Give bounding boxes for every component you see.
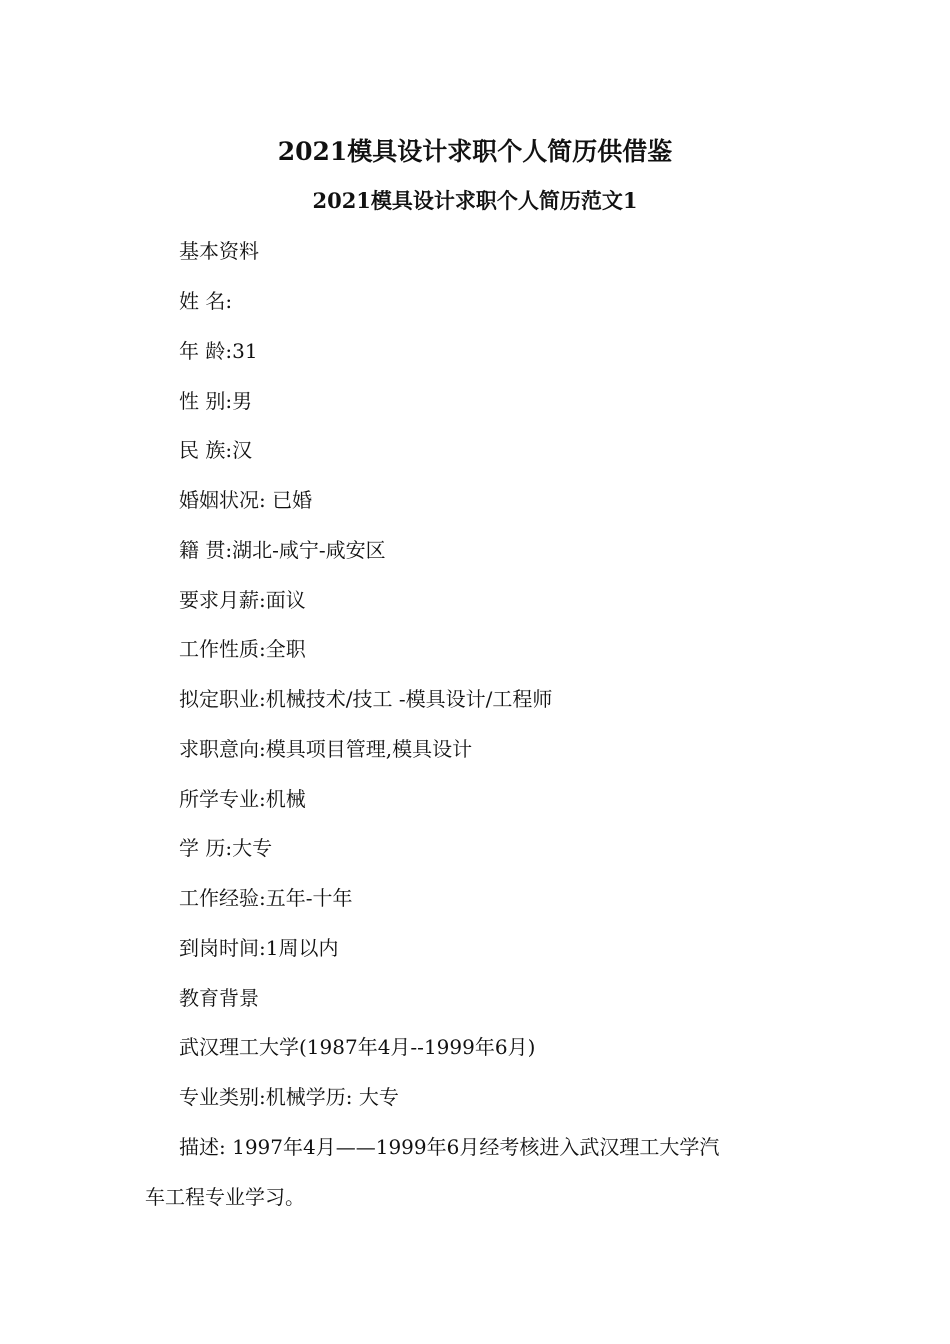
field-gender: 性 别:男 [179, 389, 253, 413]
field-education-level: 学 历:大专 [179, 836, 273, 860]
field-target-position: 拟定职业:机械技术/技工 -模具设计/工程师 [179, 687, 553, 711]
education-description-line1: 描述: 1997年4月——1999年6月经考核进入武汉理工大学汽 [179, 1135, 720, 1159]
field-age: 年 龄:31 [179, 339, 258, 363]
field-job-type: 工作性质:全职 [179, 637, 306, 661]
education-school: 武汉理工大学(1987年4月--1999年6月) [179, 1035, 536, 1059]
field-availability: 到岗时间:1周以内 [179, 936, 339, 960]
section-heading-basic-info: 基本资料 [179, 239, 259, 263]
field-marital-status: 婚姻状况: 已婚 [179, 488, 313, 512]
education-description-line2: 车工程专业学习。 [145, 1185, 305, 1209]
field-expected-salary: 要求月薪:面议 [179, 588, 306, 612]
document-title: 2021模具设计求职个人简历供借鉴 [277, 137, 673, 166]
section-heading-education: 教育背景 [179, 986, 259, 1010]
field-ethnicity: 民 族:汉 [179, 438, 253, 462]
education-description [145, 1132, 805, 1212]
field-major: 所学专业:机械 [179, 787, 306, 811]
field-work-experience: 工作经验:五年-十年 [179, 886, 353, 910]
education-major-category: 专业类别:机械学历: 大专 [179, 1085, 399, 1109]
document-subtitle: 2021模具设计求职个人简历范文1 [312, 188, 638, 213]
field-name: 姓 名: [179, 289, 233, 313]
field-native-place: 籍 贯:湖北-咸宁-咸安区 [179, 538, 386, 562]
field-job-intention: 求职意向:模具项目管理,模具设计 [179, 737, 473, 761]
